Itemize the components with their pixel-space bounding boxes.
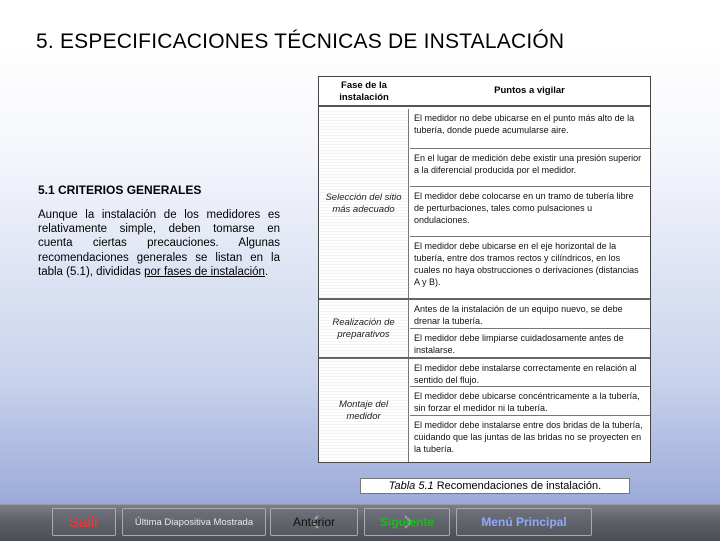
table-row: El medidor debe instalarse correctamente en relación al sentido del flujo. [410,359,650,387]
previous-label: Anterior [292,515,336,529]
table-header [319,77,650,107]
table-row: Antes de la instalación de un equipo nuevo, se debe drenar la tubería. [410,300,650,329]
paragraph-text: Aunque la instalación de los medidores es relativamente simple, deben tomarse en cuenta ciertas precauciones. Algunas recomendaciones generales se listan en la tabla (5.1), divididas [38,209,280,278]
table-row: El medidor debe ubicarse en el eje horizontal de la tubería, entre dos tramos rectos y cilíndricos, en los cuales no haya obstrucciones o derivaciones (distancias A y B). [414,241,639,287]
main-menu-button[interactable]: Menú Principal [456,508,592,536]
table-row: En el lugar de medición debe existir una presión superior a la diferencial producida por el medidor. [410,149,650,187]
table-row: El medidor no debe ubicarse en el punto más alto de la tubería, donde puede acumularse aire. [410,109,650,149]
phase-cell-preparation: Realización de preparativos [319,300,409,357]
table-caption [360,478,630,494]
phase-cell-site-selection: Selección del sitio más adecuado [319,109,409,298]
recommendations-table [318,76,651,463]
phase-cell-mounting: Montaje del medidor [319,359,409,462]
table-row: El medidor debe limpiarse cuidadosamente antes de instalarse. [414,333,624,355]
phases-link[interactable]: por fases de instalación [144,265,265,278]
table-row: El medidor debe ubicarse concéntricamente a la tubería, sin forzar el medidor ni la tubería. [410,387,650,416]
table-row: El medidor debe colocarse en un tramo de tubería libre de perturbaciones, tales como pulsaciones u ondulaciones. [410,187,650,237]
slide-title: 5. ESPECIFICACIONES TÉCNICAS DE INSTALACIÓN [36,30,565,53]
caption-text: Recomendaciones de instalación. [436,480,602,492]
next-button[interactable] [364,508,450,536]
exit-button[interactable]: Salir [52,508,116,536]
table-row: El medidor debe instalarse entre dos bridas de la tubería, cuidando que las juntas de las bridas no se proyecten en la tubería. [414,420,643,454]
navigation-bar [0,504,720,541]
intro-paragraph [38,208,280,279]
section-heading: 5.1 CRITERIOS GENERALES [38,183,202,197]
previous-button[interactable] [270,508,358,536]
header-phase: Fase de la instalación [339,80,389,103]
last-viewed-slide-button[interactable]: Última Diapositiva Mostrada [122,508,266,536]
header-points: Puntos a vigilar [494,85,565,96]
next-label: Siguiente [379,515,434,529]
caption-number: Tabla 5.1 [388,480,434,492]
paragraph-end: . [264,265,269,278]
